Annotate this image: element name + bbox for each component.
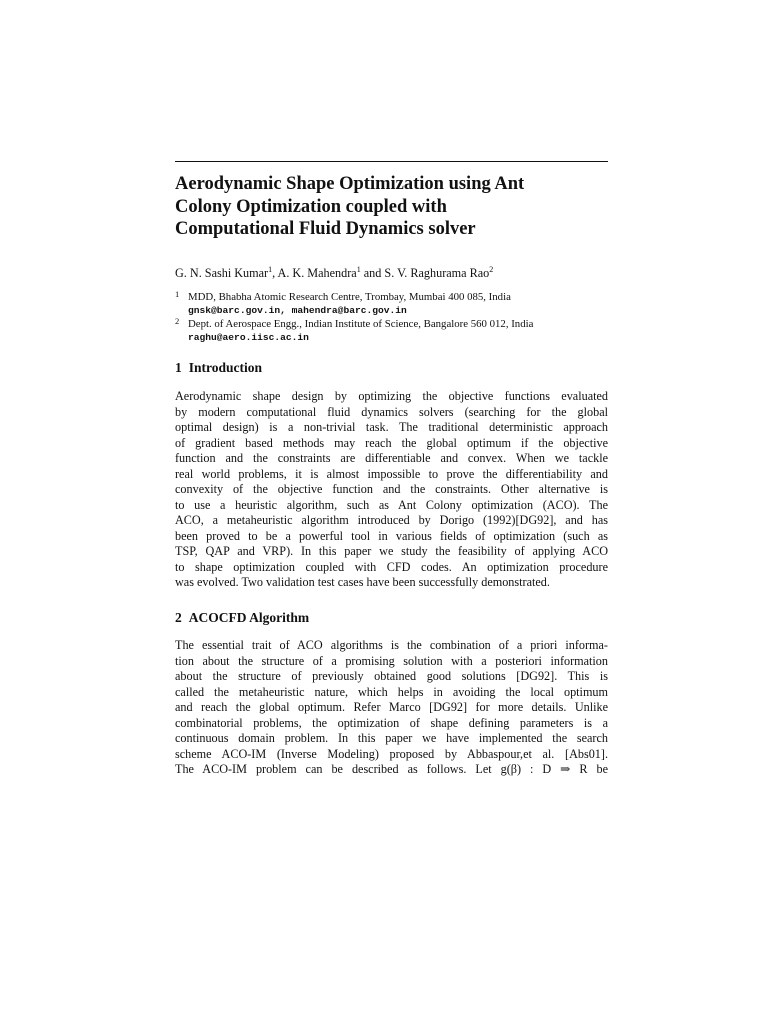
affiliation	[175, 291, 615, 317]
affiliation-mark: 2	[489, 265, 494, 274]
text-line: Aerodynamic shape design by optimizing the objective functions evaluated	[175, 389, 608, 403]
author-name: G. N. Sashi Kumar	[175, 266, 269, 281]
text-line: function and the constraints are differentiable and convex. When we tackle	[175, 451, 608, 465]
text-line: been proved to be a powerful tool in various fields of optimization (such as	[175, 528, 608, 543]
author-separator: ,	[272, 266, 278, 281]
author-list	[175, 262, 615, 281]
author-name: A. K. Mahendra	[277, 266, 357, 281]
algorithm-paragraph	[175, 638, 608, 778]
text-line: TSP, QAP and VRP). In this paper we study the feasibility of applying ACO	[175, 544, 608, 558]
paper-title	[175, 173, 615, 241]
affiliation-number: 1	[175, 289, 180, 299]
affiliation-email: raghu@aero.iisc.ac.in	[188, 332, 309, 343]
text-line: tion about the structure of a promising solution with a posteriori information	[175, 653, 608, 668]
text-line: continuous domain problem. In this paper we have implemented the search	[175, 731, 608, 745]
text-line: combinatorial problems, the optimization of shape defining parameters is a	[175, 715, 608, 730]
text-line: scheme ACO-IM (Inverse Modeling) proposed by Abbaspour,et al. [Abs01].	[175, 746, 608, 761]
text-line: to shape optimization coupled with CFD codes. An optimization procedure	[175, 559, 608, 574]
text-line: real world problems, it is almost impossible to prove the differentiability and	[175, 466, 608, 481]
text-line: called the metaheuristic nature, which helps in avoiding the local optimum	[175, 684, 608, 699]
author-name: S. V. Raghurama Rao	[384, 266, 490, 281]
affiliation-text: Dept. of Aerospace Engg., Indian Institute of Science, Bangalore 560 012, India	[188, 318, 534, 330]
author-separator: and	[360, 266, 385, 281]
text-line: and reach the global optimum. Refer Marco [DG92] for more details. Unlike	[175, 700, 608, 714]
section-heading-algorithm	[175, 610, 309, 626]
text-line: ACO, a metaheuristic algorithm introduced by Dorigo (1992)[DG92], and has	[175, 513, 608, 527]
affiliation-mark: 1	[268, 265, 273, 274]
top-rule	[175, 161, 608, 162]
affiliation-mark: 1	[356, 265, 361, 274]
text-line: was evolved. Two validation test cases have been successfully demonstrated.	[175, 575, 550, 589]
affiliation-text: MDD, Bhabha Atomic Research Centre, Trombay, Mumbai 400 085, India	[188, 291, 511, 303]
title-line: Aerodynamic Shape Optimization using Ant	[175, 174, 525, 194]
section-heading-introduction	[175, 360, 262, 376]
affiliation-number: 2	[175, 316, 180, 326]
text-line: The essential trait of ACO algorithms is the combination of a priori informa-	[175, 638, 608, 652]
text-line: about the structure of previously obtained good solutions [DG92]. This is	[175, 669, 608, 683]
text-line: by modern computational fluid dynamics solvers (searching for the global	[175, 404, 608, 419]
section-title: ACOCFD Algorithm	[188, 610, 310, 625]
text-line: optimal design) is a non-trivial task. The traditional deterministic approach	[175, 420, 608, 434]
text-line: The ACO-IM problem can be described as follows. Let g(β) : D ⇒ R be	[175, 762, 608, 776]
section-number: 2	[175, 610, 182, 625]
section-title: Introduction	[188, 360, 263, 375]
text-line: of gradient based methods may reach the global optimum if the objective	[175, 435, 608, 450]
title-line: Computational Fluid Dynamics solver	[175, 219, 476, 239]
text-line: convexity of the objective function and the constraints. Other alternative is	[175, 482, 608, 496]
title-line: Colony Optimization coupled with	[175, 196, 447, 217]
affiliation-email: gnsk@barc.gov.in, mahendra@barc.gov.in	[188, 305, 407, 316]
text-line: to use a heuristic algorithm, such as Ant Colony optimization (ACO). The	[175, 497, 608, 512]
introduction-paragraph	[175, 389, 608, 591]
section-number: 1	[175, 360, 182, 375]
affiliation	[175, 318, 615, 344]
